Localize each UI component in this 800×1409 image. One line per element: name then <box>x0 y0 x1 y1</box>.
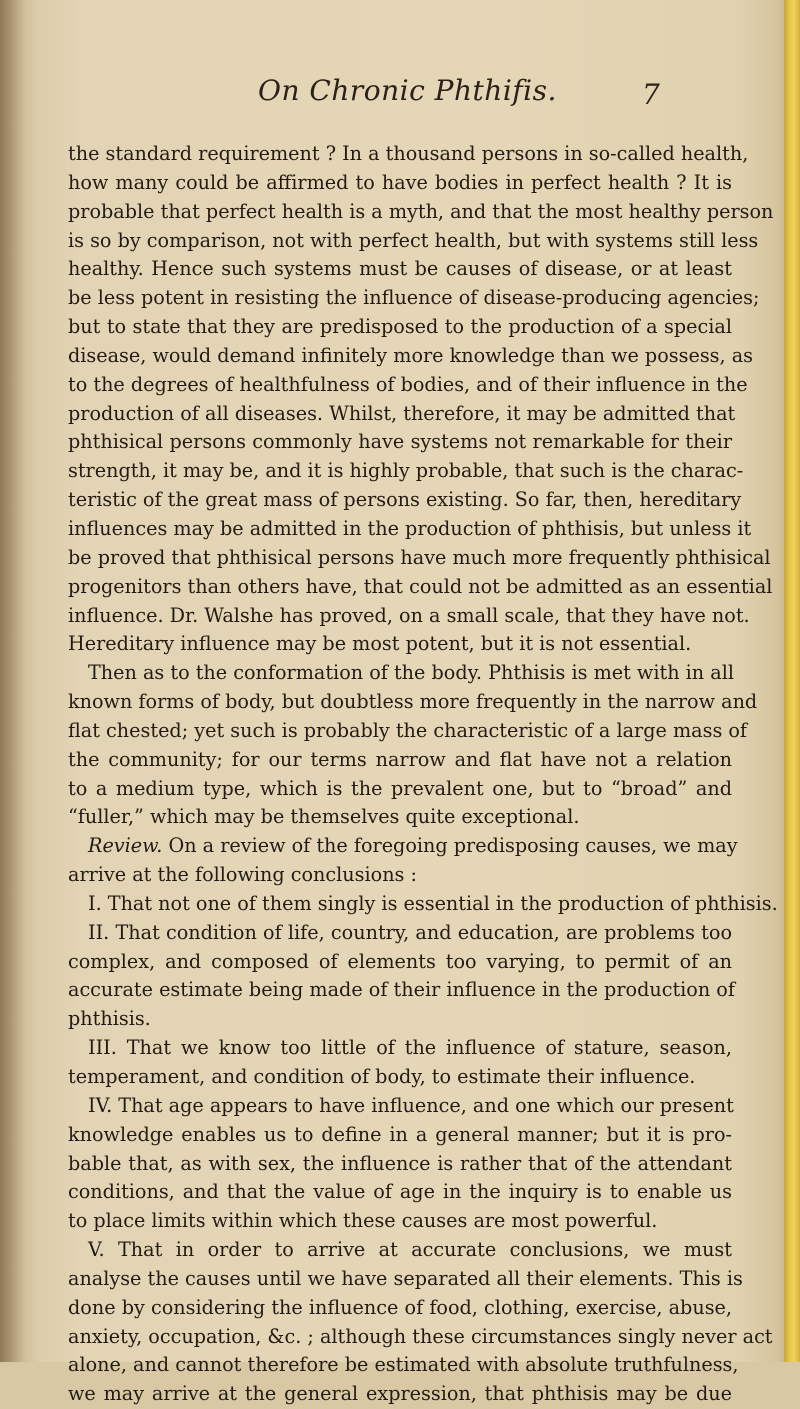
text-line <box>68 630 732 659</box>
text-line-content: but to state that they are predisposed to the production of a special <box>68 315 732 339</box>
text-line-content: be proved that phthisical persons have much more frequently phthisical <box>68 545 771 569</box>
text-line <box>68 1236 732 1265</box>
text-line <box>68 1063 732 1092</box>
text-line <box>68 457 744 486</box>
text-line-content: to a medium type, which is the prevalent one, but to “broad” and <box>68 776 732 800</box>
text-line-content: conditions, and that the value of age in the inquiry is to enable us <box>68 1180 732 1204</box>
text-line-content: production of all diseases. Whilst, therefore, it may be admitted that <box>68 401 736 425</box>
text-line-content: flat chested; yet such is probably the characteristic of a large mass of <box>68 718 748 742</box>
text-line <box>68 1323 773 1352</box>
text-line-content: V. That in order to arrive at accurate conclusions, we must <box>88 1238 732 1262</box>
text-line-content: progenitors than others have, that could not be admitted as an essential <box>68 574 773 598</box>
text-line-content: Then as to the conformation of the body. Phthisis is met with in all <box>88 661 734 685</box>
text-line-content: phthisis. <box>68 1007 151 1031</box>
text-line <box>68 1178 732 1207</box>
running-title: On Chronic Phthifis. <box>258 74 557 107</box>
text-line-content: teristic of the great mass of persons existing. So far, then, hereditary <box>68 488 742 512</box>
text-line-content: analyse the causes until we have separated all their elements. This is <box>68 1266 743 1290</box>
text-line <box>68 515 752 544</box>
text-line <box>68 976 735 1005</box>
text-line <box>68 544 771 573</box>
text-line <box>68 1121 732 1150</box>
text-line <box>68 890 778 919</box>
text-line-content: I. That not one of them singly is essential in the production of phthisis. <box>88 891 778 915</box>
text-line-content: how many could be affirmed to have bodies in perfect health ? It is <box>68 170 732 194</box>
text-line <box>68 342 753 371</box>
text-line-content: temperament, and condition of body, to estimate their influence. <box>68 1065 696 1088</box>
page-number: 7 <box>642 78 660 111</box>
text-line <box>68 746 732 775</box>
section-lead-word: Review. <box>88 834 163 858</box>
text-line <box>68 775 732 804</box>
text-line-content: “fuller,” which may be themselves quite exceptional. <box>68 805 580 829</box>
text-line-content: done by considering the influence of food, clothing, exercise, abuse, <box>68 1295 732 1319</box>
text-line-content: strength, it may be, and it is highly probable, that such is the charac- <box>68 459 744 483</box>
text-line-content: alone, and cannot therefore be estimated with absolute truthfulness, <box>68 1353 739 1377</box>
text-line-content: to the degrees of healthfulness of bodies, and of their influence in the <box>68 372 748 396</box>
text-line <box>68 227 759 256</box>
text-line <box>68 140 749 169</box>
text-line <box>68 1207 732 1236</box>
text-line-content: the community; for our terms narrow and flat have not a relation <box>68 747 732 771</box>
text-line <box>68 948 732 977</box>
text-line <box>68 1092 732 1121</box>
text-line-content: On a review of the foregoing predisposing causes, we may <box>162 834 738 858</box>
text-line <box>68 1380 732 1409</box>
binding-edge <box>784 0 800 1362</box>
text-line-content: to place limits within which these causes are most powerful. <box>68 1209 658 1233</box>
text-line <box>68 832 738 861</box>
text-line-content: arrive at the following conclusions : <box>68 863 417 887</box>
text-line-content: IV. That age appears to have influence, and one which our present <box>88 1093 734 1117</box>
text-line-content: bable that, as with sex, the influence is rather that of the attendant <box>68 1151 732 1175</box>
text-line <box>68 602 750 631</box>
text-line <box>68 1034 732 1063</box>
text-line-content: anxiety, occupation, &c. ; although these circumstances singly never act <box>68 1324 773 1348</box>
text-line <box>68 573 773 602</box>
text-line <box>68 400 736 429</box>
text-line <box>68 1294 732 1323</box>
text-line <box>68 919 732 948</box>
text-line <box>68 486 742 515</box>
text-line-content: disease, would demand infinitely more knowledge than we possess, as <box>68 343 753 367</box>
text-line <box>68 688 758 717</box>
text-line <box>68 803 732 832</box>
text-line <box>68 428 732 457</box>
text-line-content: the standard requirement ? In a thousand persons in so-called health, <box>68 142 749 165</box>
text-line-content: knowledge enables us to define in a general manner; but it is pro- <box>68 1122 732 1146</box>
text-line <box>68 198 774 227</box>
body-text <box>68 140 778 1409</box>
text-line-content: probable that perfect health is a myth, and that the most healthy person <box>68 199 774 223</box>
text-line <box>68 169 732 198</box>
text-line <box>68 861 732 890</box>
text-line-content: influences may be admitted in the production of phthisis, but unless it <box>68 516 752 540</box>
text-line-content: is so by comparison, not with perfect health, but with systems still less <box>68 228 759 252</box>
text-line-content: III. That we know too little of the influence of stature, season, <box>88 1036 732 1060</box>
text-line <box>68 717 748 746</box>
page-gutter-shadow <box>0 0 26 1362</box>
text-line-content: healthy. Hence such systems must be causes of disease, or at least <box>68 257 732 281</box>
text-line-content: phthisical persons commonly have systems not remarkable for their <box>68 430 732 454</box>
text-line-content: we may arrive at the general expression, that phthisis may be due <box>68 1382 732 1406</box>
text-line-content: influence. Dr. Walshe has proved, on a small scale, that they have not. <box>68 603 750 627</box>
text-line <box>68 255 732 284</box>
text-line-content: II. That condition of life, country, and education, are problems too <box>88 920 732 944</box>
text-line-content: Hereditary influence may be most potent, but it is not essential. <box>68 632 692 656</box>
text-line <box>68 313 732 342</box>
text-line <box>68 1005 732 1034</box>
page-header <box>0 64 800 111</box>
text-line <box>68 659 732 688</box>
text-line-content: be less potent in resisting the influence of disease-producing agencies; <box>68 286 760 310</box>
text-line-content: complex, and composed of elements too varying, to permit of an <box>68 949 732 973</box>
text-line <box>68 1150 732 1179</box>
text-line-content: known forms of body, but doubtless more frequently in the narrow and <box>68 690 758 714</box>
text-line <box>68 1351 739 1380</box>
text-line <box>68 371 748 400</box>
text-line-content: accurate estimate being made of their influence in the production of <box>68 978 735 1002</box>
text-line <box>68 284 760 313</box>
text-line <box>68 1265 743 1294</box>
